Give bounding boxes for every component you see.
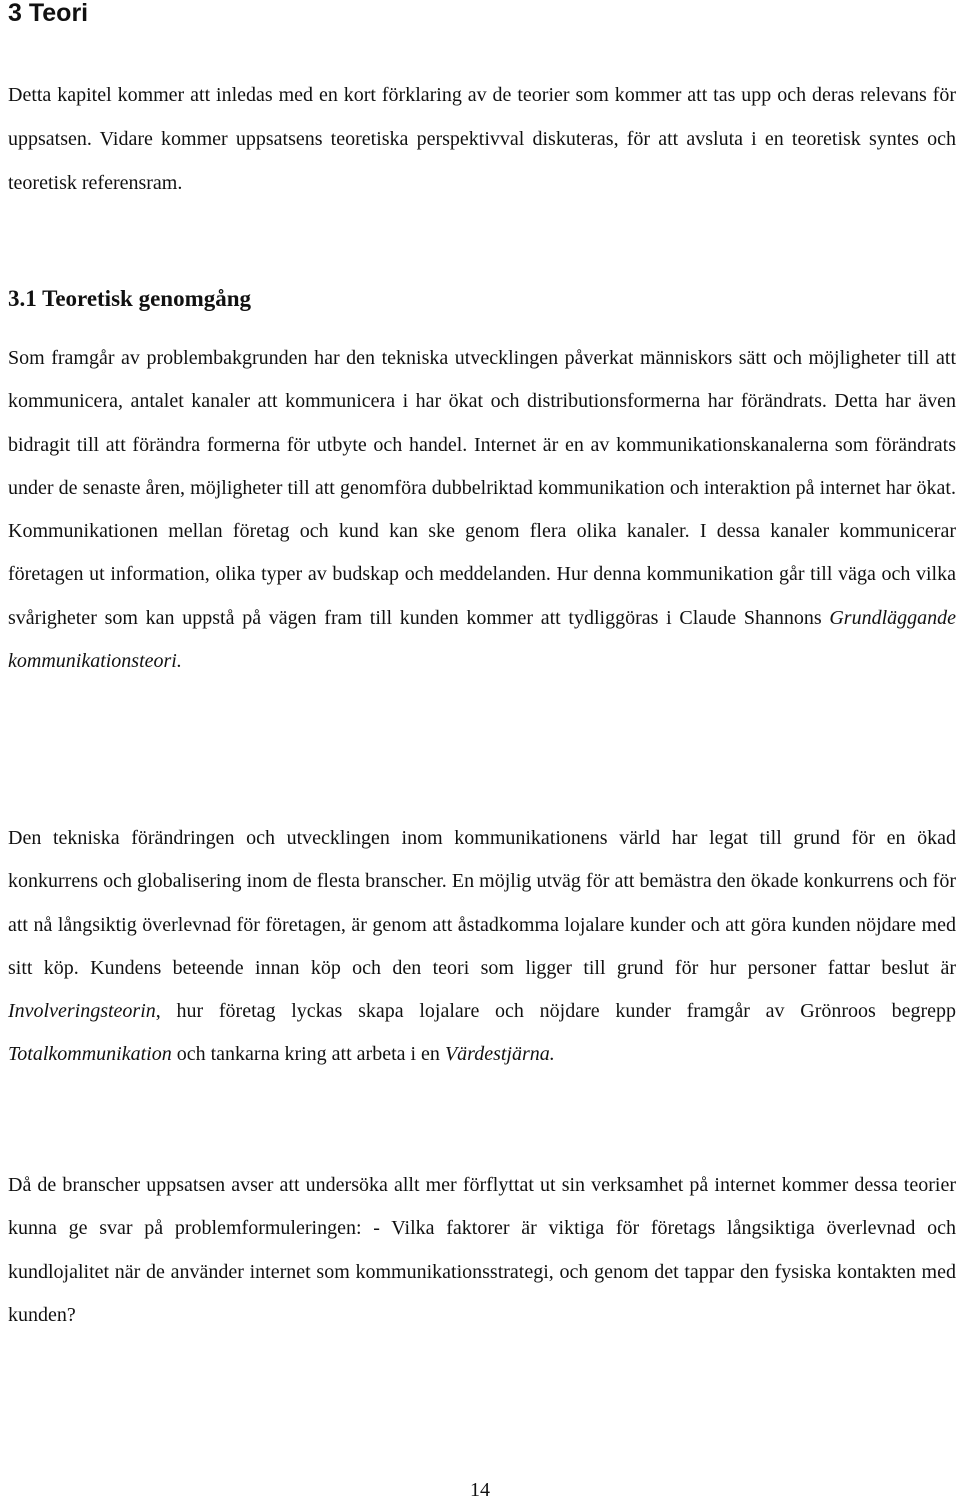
italic-term-vardestjarna: Värdestjärna.	[444, 1043, 555, 1066]
competition-text-before: Den tekniska förändringen och utvecklingen inom kommunikationens värld har legat till grund för en ökad konkurrens och globalisering inom de flesta branscher. En möjlig utväg för att bemästra den ökade konkurrens och för att nå långsiktig överlevnad för företagen, är genom att åstadkomma lojalare kunder och att göra kunden nöjdare med sitt köp. Kundens beteende innan köp och den teori som ligger till grund för hur personer fattar beslut är	[8, 827, 956, 979]
italic-term-grundlaggande: Grundläggande kommunikationsteori.	[8, 606, 957, 673]
section-paragraph	[8, 337, 956, 683]
italic-term-involveringsteorin: Involveringsteorin	[8, 1000, 156, 1023]
section-paragraph-text: Som framgår av problembakgrunden har den tekniska utvecklingen påverkat människors sätt och möjligheter till att kommunicera, antalet kanaler att kommunicera i har ökat och distributionsformerna har förändrats. Detta har även bidragit till att förändra formerna för utbyte och handel. Internet är en av kommunikationskanalerna som förändrats under de senaste åren, möjligheter till att genomföra dubbelriktad kommunikation och interaktion på internet har ökat. Kommunikationen mellan företag och kund kan ske genom flera olika kanaler. I dessa kanaler kommunicerar företagen ut information, olika typer av budskap och meddelanden. Hur denna kommunikation går till väga och vilka svårigheter som kan uppstå på vägen fram till kunden kommer att tydliggöras i Claude Shannons	[8, 347, 956, 629]
competition-text-middle-2: och tankarna kring att arbeta i en	[176, 1043, 440, 1066]
competition-paragraph	[8, 817, 956, 1077]
section-title: 3.1 Teoretisk genomgång	[8, 286, 252, 311]
italic-term-totalkommunikation: Totalkommunikation	[8, 1043, 172, 1066]
competition-text-middle-1: , hur företag lyckas skapa lojalare och nöjdare kunder framgår av Grönroos begrepp	[155, 1000, 956, 1023]
question-paragraph: Då de branscher uppsatsen avser att undersöka allt mer förflyttat ut sin verksamhet på internet kommer dessa teorier kunna ge svar på problemformuleringen: - Vilka faktorer är viktiga för företags långsiktiga överlevnad och kundlojalitet när de använder internet som kommunikationsstrategi, och genom det tappar den fysiska kontakten med kunden?	[8, 1174, 956, 1326]
intro-paragraph: Detta kapitel kommer att inledas med en kort förklaring av de teorier som kommer att tas upp och deras relevans för uppsatsen. Vidare kommer uppsatsens teoretiska perspektivval diskuteras, för att avsluta i en teoretisk syntes och teoretisk referensram.	[8, 84, 956, 194]
page-number: 14	[470, 1479, 490, 1501]
chapter-title: 3 Teori	[8, 0, 89, 27]
